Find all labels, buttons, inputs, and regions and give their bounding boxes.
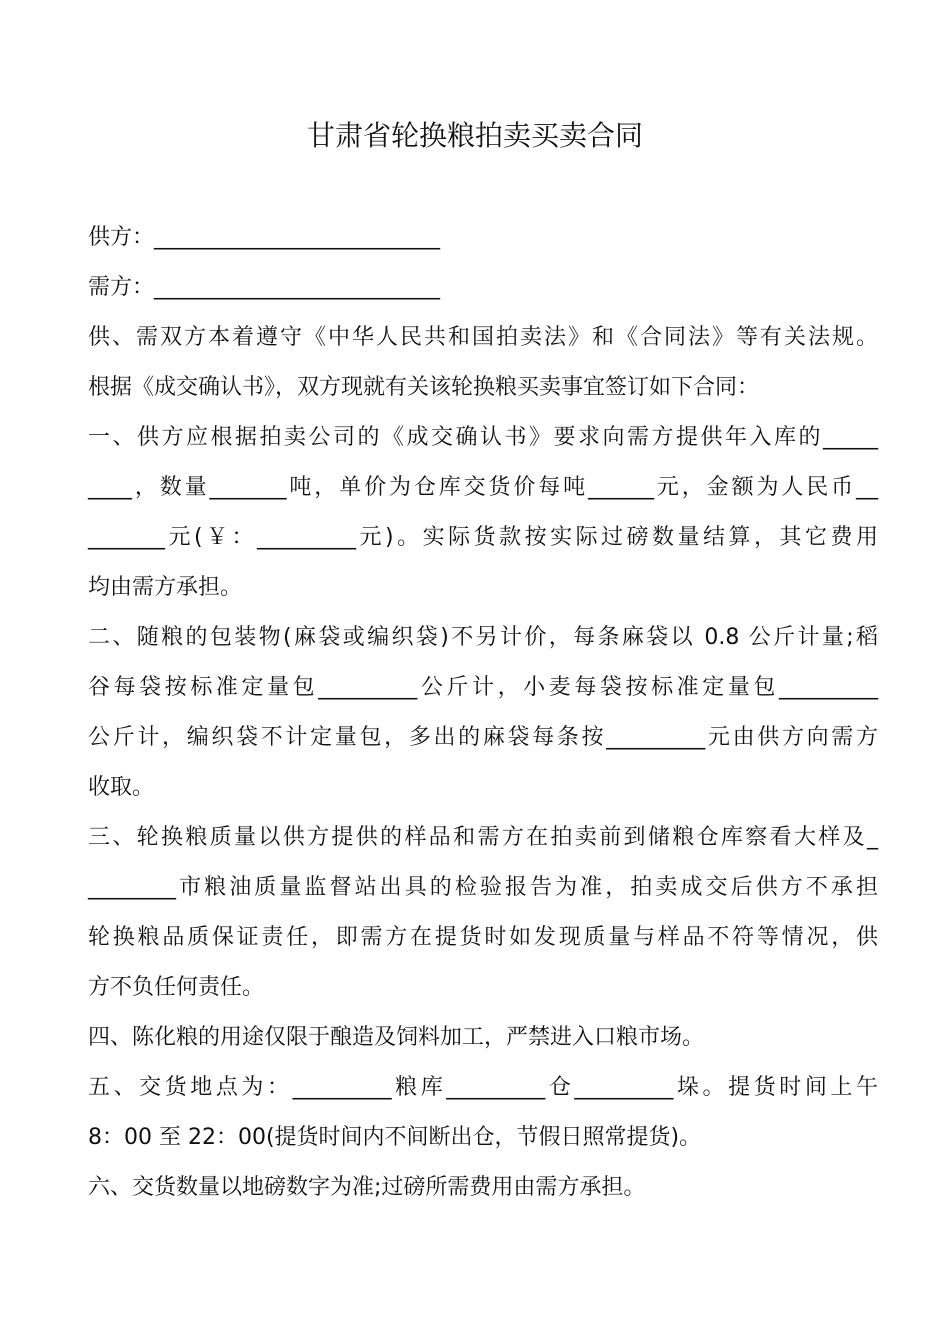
clause-3-line: 轮换粮品质保证责任，即需方在提货时如发现质量与样品不符等情况，供	[88, 925, 878, 950]
buyer-line: 需方：__________________________	[88, 275, 441, 300]
clause-3-line: 三、轮换粮质量以供方提供的样品和需方在拍卖前到储粮仓库察看大样及_	[88, 825, 878, 850]
clause-1-line: 一、供方应根据拍卖公司的《成交确认书》要求向需方提供年入库的_____	[88, 425, 878, 450]
paragraph-line: 根据《成交确认书》，双方现就有关该轮换粮买卖事宜签订如下合同：	[88, 375, 760, 400]
clause-3-line: ________市粮油质量监督站出具的检验报告为准，拍卖成交后供方不承担	[88, 875, 878, 900]
clause-1-line: 均由需方承担。	[88, 575, 243, 600]
clause-6-line: 六、交货数量以地磅数字为准;过磅所需费用由需方承担。	[88, 1175, 646, 1200]
contract-body	[88, 213, 878, 1213]
paragraph-line: 供、需双方本着遵守《中华人民共和国拍卖法》和《合同法》等有关法规。	[88, 325, 878, 350]
clause-1-line: _______元(￥：_________元)。实际货款按实际过磅数量结算，其它费用	[88, 525, 878, 550]
clause-2-line: 公斤计，编织袋不计定量包，多出的麻袋每条按_________元由供方向需方	[88, 725, 878, 750]
clause-2-line: 收取。	[88, 775, 155, 800]
clause-3-line: 方不负任何责任。	[88, 975, 265, 1000]
supplier-line: 供方：__________________________	[88, 225, 441, 250]
clause-1-line: ____，数量_______吨，单价为仓库交货价每吨______元，金额为人民币__	[88, 475, 878, 500]
clause-2-line: 二、随粮的包装物(麻袋或编织袋)不另计价，每条麻袋以 0.8 公斤计量;稻	[88, 625, 878, 650]
clause-5-line: 五、交货地点为：_________粮库_________仓_________垛。提货时间上午	[88, 1075, 878, 1100]
document-title: 甘肃省轮换粮拍卖买卖合同	[306, 119, 643, 152]
clause-4-line: 四、陈化粮的用途仅限于酿造及饲料加工，严禁进入口粮市场。	[88, 1025, 705, 1050]
clause-5-line: 8：00 至 22：00(提货时间内不间断出仓，节假日照常提货)。	[88, 1125, 702, 1150]
clause-2-line: 谷每袋按标准定量包_________公斤计，小麦每袋按标准定量包_________	[88, 675, 878, 700]
